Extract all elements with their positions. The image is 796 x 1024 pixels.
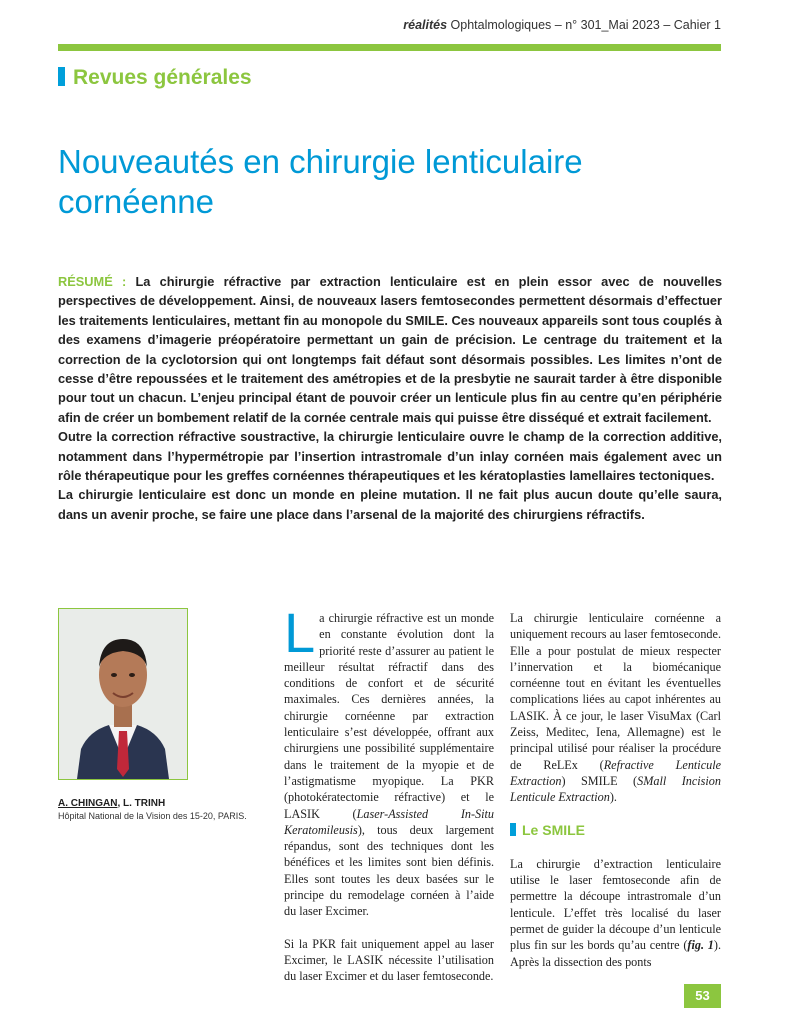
abstract-text-1: La chirurgie réfractive par extraction lenticulaire est en plein essor avec de nouvelles perspectives de développement. Ainsi, de nouveaux lasers femtosecondes permettent désormais d’effectuer les traitements lenticulaires, mettant fin au monopole du SMILE. Ces nouveaux appareils sont tous couplés à des examens d’imagerie préopératoire permettant un gain de précision. Le centrage du traitement et la correction de la cyclotorsion qui ont longtemps fait défaut sont désormais possibles. Les limites n’ont de cesse d’être repoussées et le traitement des amétropies et de la presbytie ne saurait tarder à être disponible pour tout un chacun. L’enjeu principal étant de pouvoir créer un lenticule plus fin au centre qu’en périphérie afin de créer un bombement relatif de la cornée centrale mais qui puisse être disséqué et extrait facilement. <box>58 274 722 425</box>
body-text: a chirurgie réfractive est un monde en constante évolution dont la priorité reste d’assurer au patient le meilleur résultat réfractif dans des conditions de confort et de sécurité maximales. Ces dernières années, la chirurgie cornéenne par extraction lenticulaire s’est développée, offrant aux chirurgiens une possibilité supplémentaire dans le traitement de la myopie et de l’astigmatisme myopique. La PKR (photokératectomie réfractive) et le LASIK ( <box>284 611 494 821</box>
body-paragraph: Si la PKR fait uniquement appel au laser Excimer, le LASIK nécessite l’utilisation du laser Excimer et du laser femtoseconde. <box>284 936 494 984</box>
author-photo <box>58 608 188 780</box>
author-block <box>58 798 258 821</box>
abstract-paragraph-1 <box>58 272 722 427</box>
body-column-2 <box>510 610 721 986</box>
author-portrait-image <box>59 609 187 779</box>
author-names <box>58 798 258 809</box>
drop-cap: L <box>284 601 316 664</box>
header-rule <box>58 44 721 51</box>
body-paragraph <box>284 601 494 920</box>
abstract <box>58 272 722 524</box>
body-text: ), tous deux largement répandus, sont des techniques dont les bénéfices et les limites sont bien définis. Elles sont toutes les deux basées sur le principe du remodelage cornéen à l’aide du laser Excimer. <box>284 822 494 919</box>
body-text: La chirurgie d’extraction lenticulaire utilise le laser femtoseconde afin de permettre la découpe intrastromale d’un lenticule. L’effet très localisé du laser permet de guider la découpe d’un lenticule plus fin sur les bords qu’au centre ( <box>510 856 721 953</box>
journal-header <box>58 18 721 32</box>
abstract-paragraph-3: La chirurgie lenticulaire est donc un monde en pleine mutation. Il ne fait plus aucun doute qu’elle saura, dans un avenir proche, se faire une place dans l’arsenal de la majorité des chirurgiens réfractifs. <box>58 487 722 522</box>
body-emphasis: Refractive Lenticule Extraction <box>510 757 721 788</box>
page-number: 53 <box>684 984 721 1008</box>
author-2: , L. TRINH <box>117 798 166 809</box>
section-rubric <box>58 66 252 90</box>
body-paragraph <box>510 610 721 806</box>
journal-issue: Ophtalmologiques – n° 301_Mai 2023 – Cahier 1 <box>447 18 721 32</box>
section-heading <box>510 822 721 838</box>
square-marker-icon <box>510 823 516 836</box>
body-text: ) SMILE ( <box>561 773 638 788</box>
body-column-1 <box>284 601 494 1001</box>
article-title: Nouveautés en chirurgie lenticulaire cornéenne <box>58 143 583 220</box>
body-text: La chirurgie lenticulaire cornéenne a uniquement recours au laser femtoseconde. Elle a pour postulat de mieux respecter l’innervation et la biomécanique cornéenne tout en évitant les éventuelles complications liées au capot inhérentes au LASIK. À ce jour, le laser VisuMax (Carl Zeiss, Meditec, Iena, Allemagne) est le principal utilisé pour réaliser la procédure de ReLEx ( <box>510 611 721 772</box>
section-heading-label: Le SMILE <box>522 821 586 838</box>
rubric-label: Revues générales <box>73 66 252 89</box>
author-1: A. CHINGAN <box>58 798 118 809</box>
abstract-paragraph-2: Outre la correction réfractive soustractive, la chirurgie lenticulaire ouvre le champ de la correction additive, notamment dans l’hypermétropie par l’insertion intrastromale d’un inlay cornéen mais également avec un rôle thérapeutique pour les greffes cornéennes thérapeutiques et les kératoplasties lamellaires tectoniques. <box>58 429 722 484</box>
body-text: ). Après la dissection des ponts <box>510 938 721 969</box>
author-affiliation: Hôpital National de la Vision des 15-20, PARIS. <box>58 811 247 821</box>
body-text: ). <box>609 790 617 805</box>
abstract-label: RÉSUMÉ : <box>58 274 127 289</box>
square-marker-icon <box>58 67 65 86</box>
body-emphasis: Laser-Assisted In-Situ Keratomileusis <box>284 806 494 837</box>
figure-reference: fig. 1 <box>687 938 714 953</box>
journal-name: réalités <box>403 18 448 32</box>
body-paragraph <box>510 856 721 970</box>
body-emphasis: SMall Incision Lenticule Extraction <box>510 773 721 805</box>
